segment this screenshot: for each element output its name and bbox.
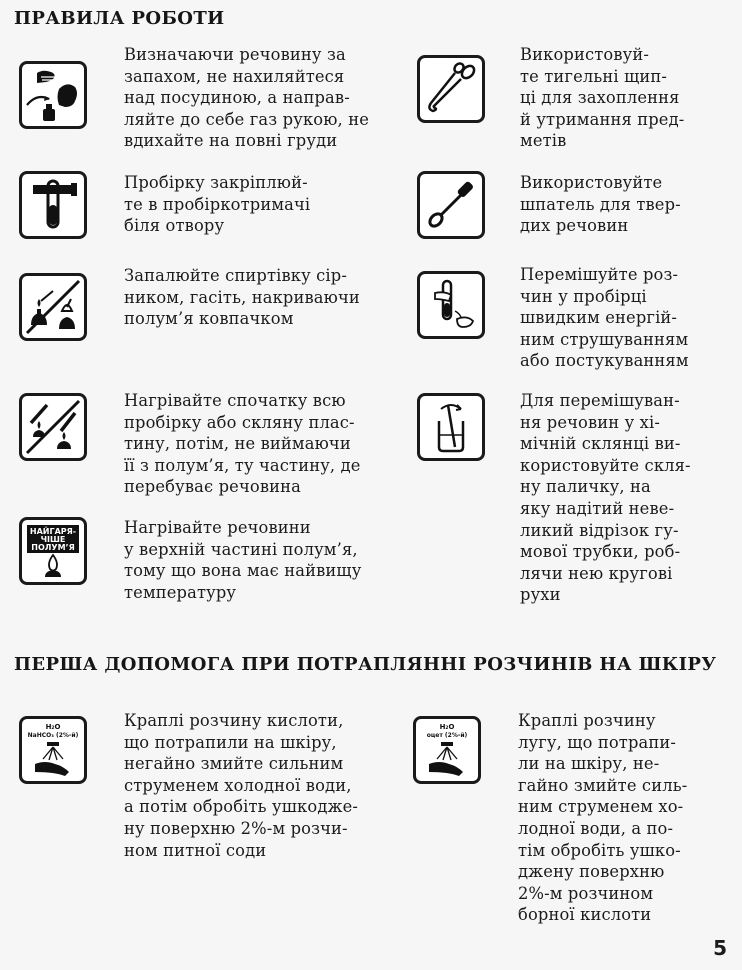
spirit-lamp-icon	[19, 273, 87, 341]
crucible-tongs-icon	[417, 55, 485, 123]
section-title-rules: ПРАВИЛА РОБОТИ	[14, 8, 225, 29]
rule-text: Нагрівайте спочатку всю пробірку або скляну плас- тину, потім, не виймаючи її з полум’я, ту частину, де перебуває речовина	[124, 391, 361, 497]
icon-label: ПОЛУМ’Я	[31, 543, 75, 552]
rule-text: Перемішуйте роз- чин у пробірці швидким енергій- ним струшуванням або постукуванням	[520, 265, 689, 371]
icon-label: H₂O	[45, 723, 61, 731]
rule-text: Визначаючи речовину за запахом, не нахиляйтеся над посудиною, а направ- ляйте до себе газ рукою, не вдихайте на повні груди	[124, 45, 369, 151]
first-aid-text: Краплі розчину лугу, що потрапи- ли на шкіру, не- гайно змийте силь- ним струменем хо- лодної води, а по- тім обробіть ушко- джену поверхню 2%-м розчином борної кислоти	[518, 711, 688, 925]
acid-rinse-icon	[19, 716, 87, 784]
shake-test-tube-icon	[417, 271, 485, 339]
heat-test-tube-icon	[19, 393, 87, 461]
rule-text: Використовуй- те тигельні щип- ці для захоплення й утримання пред- метів	[520, 45, 685, 151]
icon-label: оцет (2%-й)	[426, 732, 468, 739]
rule-text: Пробірку закріплюй- те в пробіркотримачі біля отвору	[124, 173, 311, 236]
page-number: 5	[713, 936, 727, 960]
test-tube-holder-icon	[19, 171, 87, 239]
first-aid-text: Краплі розчину кислоти, що потрапили на шкіру, негайно змийте сильним струменем холодної води, а потім обробіть ушкодже- ну поверхню 2%-м розчи- ном питної соди	[124, 711, 359, 860]
smell-waft-icon	[19, 61, 87, 129]
hottest-flame-icon	[19, 517, 87, 585]
icon-label: НАЙГАРЯ-	[29, 527, 77, 536]
rule-text: Для перемішуван- ня речовин у хі- мічній склянці ви- користовуйте скля- ну паличку, на яку надітий неве- ликий відрізок гу- мової трубки, роб- лячи нею кругові рухи	[520, 391, 691, 605]
alkali-rinse-icon	[413, 716, 481, 784]
rule-text: Використовуйте шпатель для твер- дих речовин	[520, 173, 681, 236]
glass-rod-stir-icon	[417, 393, 485, 461]
icon-label: H₂O	[439, 723, 455, 731]
section-title-first-aid: ПЕРША ДОПОМОГА ПРИ ПОТРАПЛЯННІ РОЗЧИНІВ НА ШКІРУ	[14, 654, 717, 675]
icon-label: ЧІШЕ	[40, 535, 66, 544]
rule-text: Нагрівайте речовини у верхній частині полум’я, тому що вона має найвищу температуру	[124, 518, 362, 602]
spatula-icon	[417, 171, 485, 239]
icon-label: NaHCO₃ (2%-й)	[27, 732, 79, 739]
rule-text: Запалюйте спиртівку сір- ником, гасіть, накриваючи полум’я ковпачком	[124, 266, 360, 329]
